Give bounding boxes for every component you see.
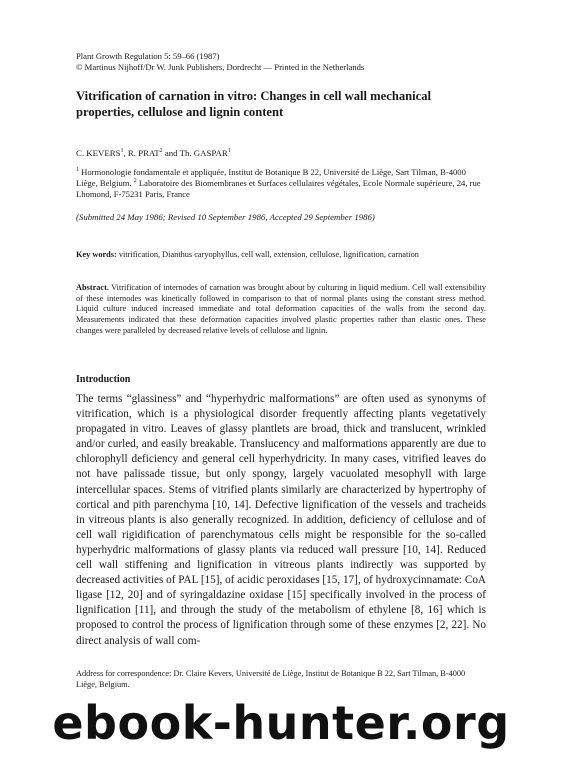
paper-title: Vitrification of carnation in vitro: Changes in cell wall mechanical properties, cellulose and lignin content — [76, 89, 432, 119]
author-separator: , — [123, 148, 128, 158]
author-list — [76, 148, 486, 158]
author-name: Th. GASPAR — [179, 148, 228, 158]
journal-reference — [76, 51, 486, 72]
journal-line-2: © Martinus Nijhoff/Dr W. Junk Publishers, Dordrecht — Printed in the Netherlands — [76, 61, 365, 72]
keywords-label: Key words: — [76, 250, 117, 259]
author-name: C. KEVERS — [76, 148, 121, 158]
submission-dates: (Submitted 24 May 1986; Revised 10 September 1986, Accepted 29 September 1986) — [76, 212, 375, 222]
affiliation-marker: 1 — [76, 167, 79, 174]
journal-line-1: Plant Growth Regulation 5: 59–66 (1987) — [76, 51, 220, 61]
abstract — [76, 283, 486, 337]
keywords-text: vitrification, Dianthus caryophyllus, cell wall, extension, cellulose, lignification, carnation — [116, 250, 419, 259]
affiliation-marker: 2 — [133, 178, 137, 185]
author-superscript: 1 — [120, 148, 124, 155]
author-separator: and — [162, 148, 180, 158]
author-name: R. PRAT — [127, 148, 160, 158]
author-superscript: 2 — [159, 148, 163, 155]
keywords — [76, 250, 486, 261]
section-heading-introduction: Introduction — [76, 374, 131, 385]
correspondence-footnote: Address for correspondence: Dr. Claire Kevers, Université de Liège, Institut de Botanique B 22, Sart Tilman, B-4000 Liège, Belgium. — [76, 669, 466, 689]
affiliation-text: Laboratoire des Biomembranes et Surfaces cellulaires végétales, Ecole Normale supérieure, 24, rue Lhomond, F-75231 Paris, France — [76, 178, 481, 200]
affiliations — [76, 167, 486, 201]
author-superscript: 1 — [227, 148, 231, 155]
watermark-text: ebook-hunter.org — [52, 696, 510, 750]
abstract-text: Vitrification of internodes of carnation was brought about by culturing in liquid medium. Cell wall extensibility of these internodes was kinetically followed in comparison to that of normal plants using the constant stress method. Liquid culture induced increased immediate and total deformation capacities of the walls from the second day. Measurements indicated that these deformation capacities involved plastic properties rather than elastic ones. These changes were paralleled by decreased relative levels of cellulose and lignin. — [76, 283, 486, 335]
abstract-label: Abstract. — [76, 283, 109, 292]
introduction-body: The terms “glassiness” and “hyperhydric malformations” are often used as synonyms of vitrification, which is a physiological disorder frequently affecting plants vegetatively propagated in vitro. Leaves of glassy plantlets are broad, thick and translucent, wrinkled and/or curled, and easily breakable. Translucency and malformations apparently are due to chlorophyll deficiency and general cell hyperhydricity. In many cases, vitrified leaves do not have palissade tissue, but only spongy, largely vacuolated mesophyll with large intercellular spaces. Stems of vitrified plants similarly are characterized by hypertrophy of cortical and pith parenchyma [10, 14]. Defective lignification of the vessels and tracheids in vitreous plants is also generally recognized. In addition, deficiency of cellulose and of cell wall rigidification of parenchymatous cells might be responsible for the so-called hyperhydric malformations of glassy plants via reduced wall pressure [10, 14]. Reduced cell wall stiffening and lignification in vitreous plants indirectly was supported by decreased activities of PAL [15], of acidic peroxidases [15, 17], of hydroxycinnamate: CoA ligase [12, 20] and of syringaldazine oxidase [15] specifically involved in the process of lignification [11], and through the study of the metabolism of ethylene [8, 16] which is proposed to control the process of lignification through some of these enzymes [2, 22]. No direct analysis of wall com- — [76, 393, 486, 647]
affiliation-text: Hormonologie fondamentale et appliquée, Institut de Botanique B 22, Université de Liège, Sart Tilman, B-4000 Liège, Belgium. — [76, 167, 466, 189]
